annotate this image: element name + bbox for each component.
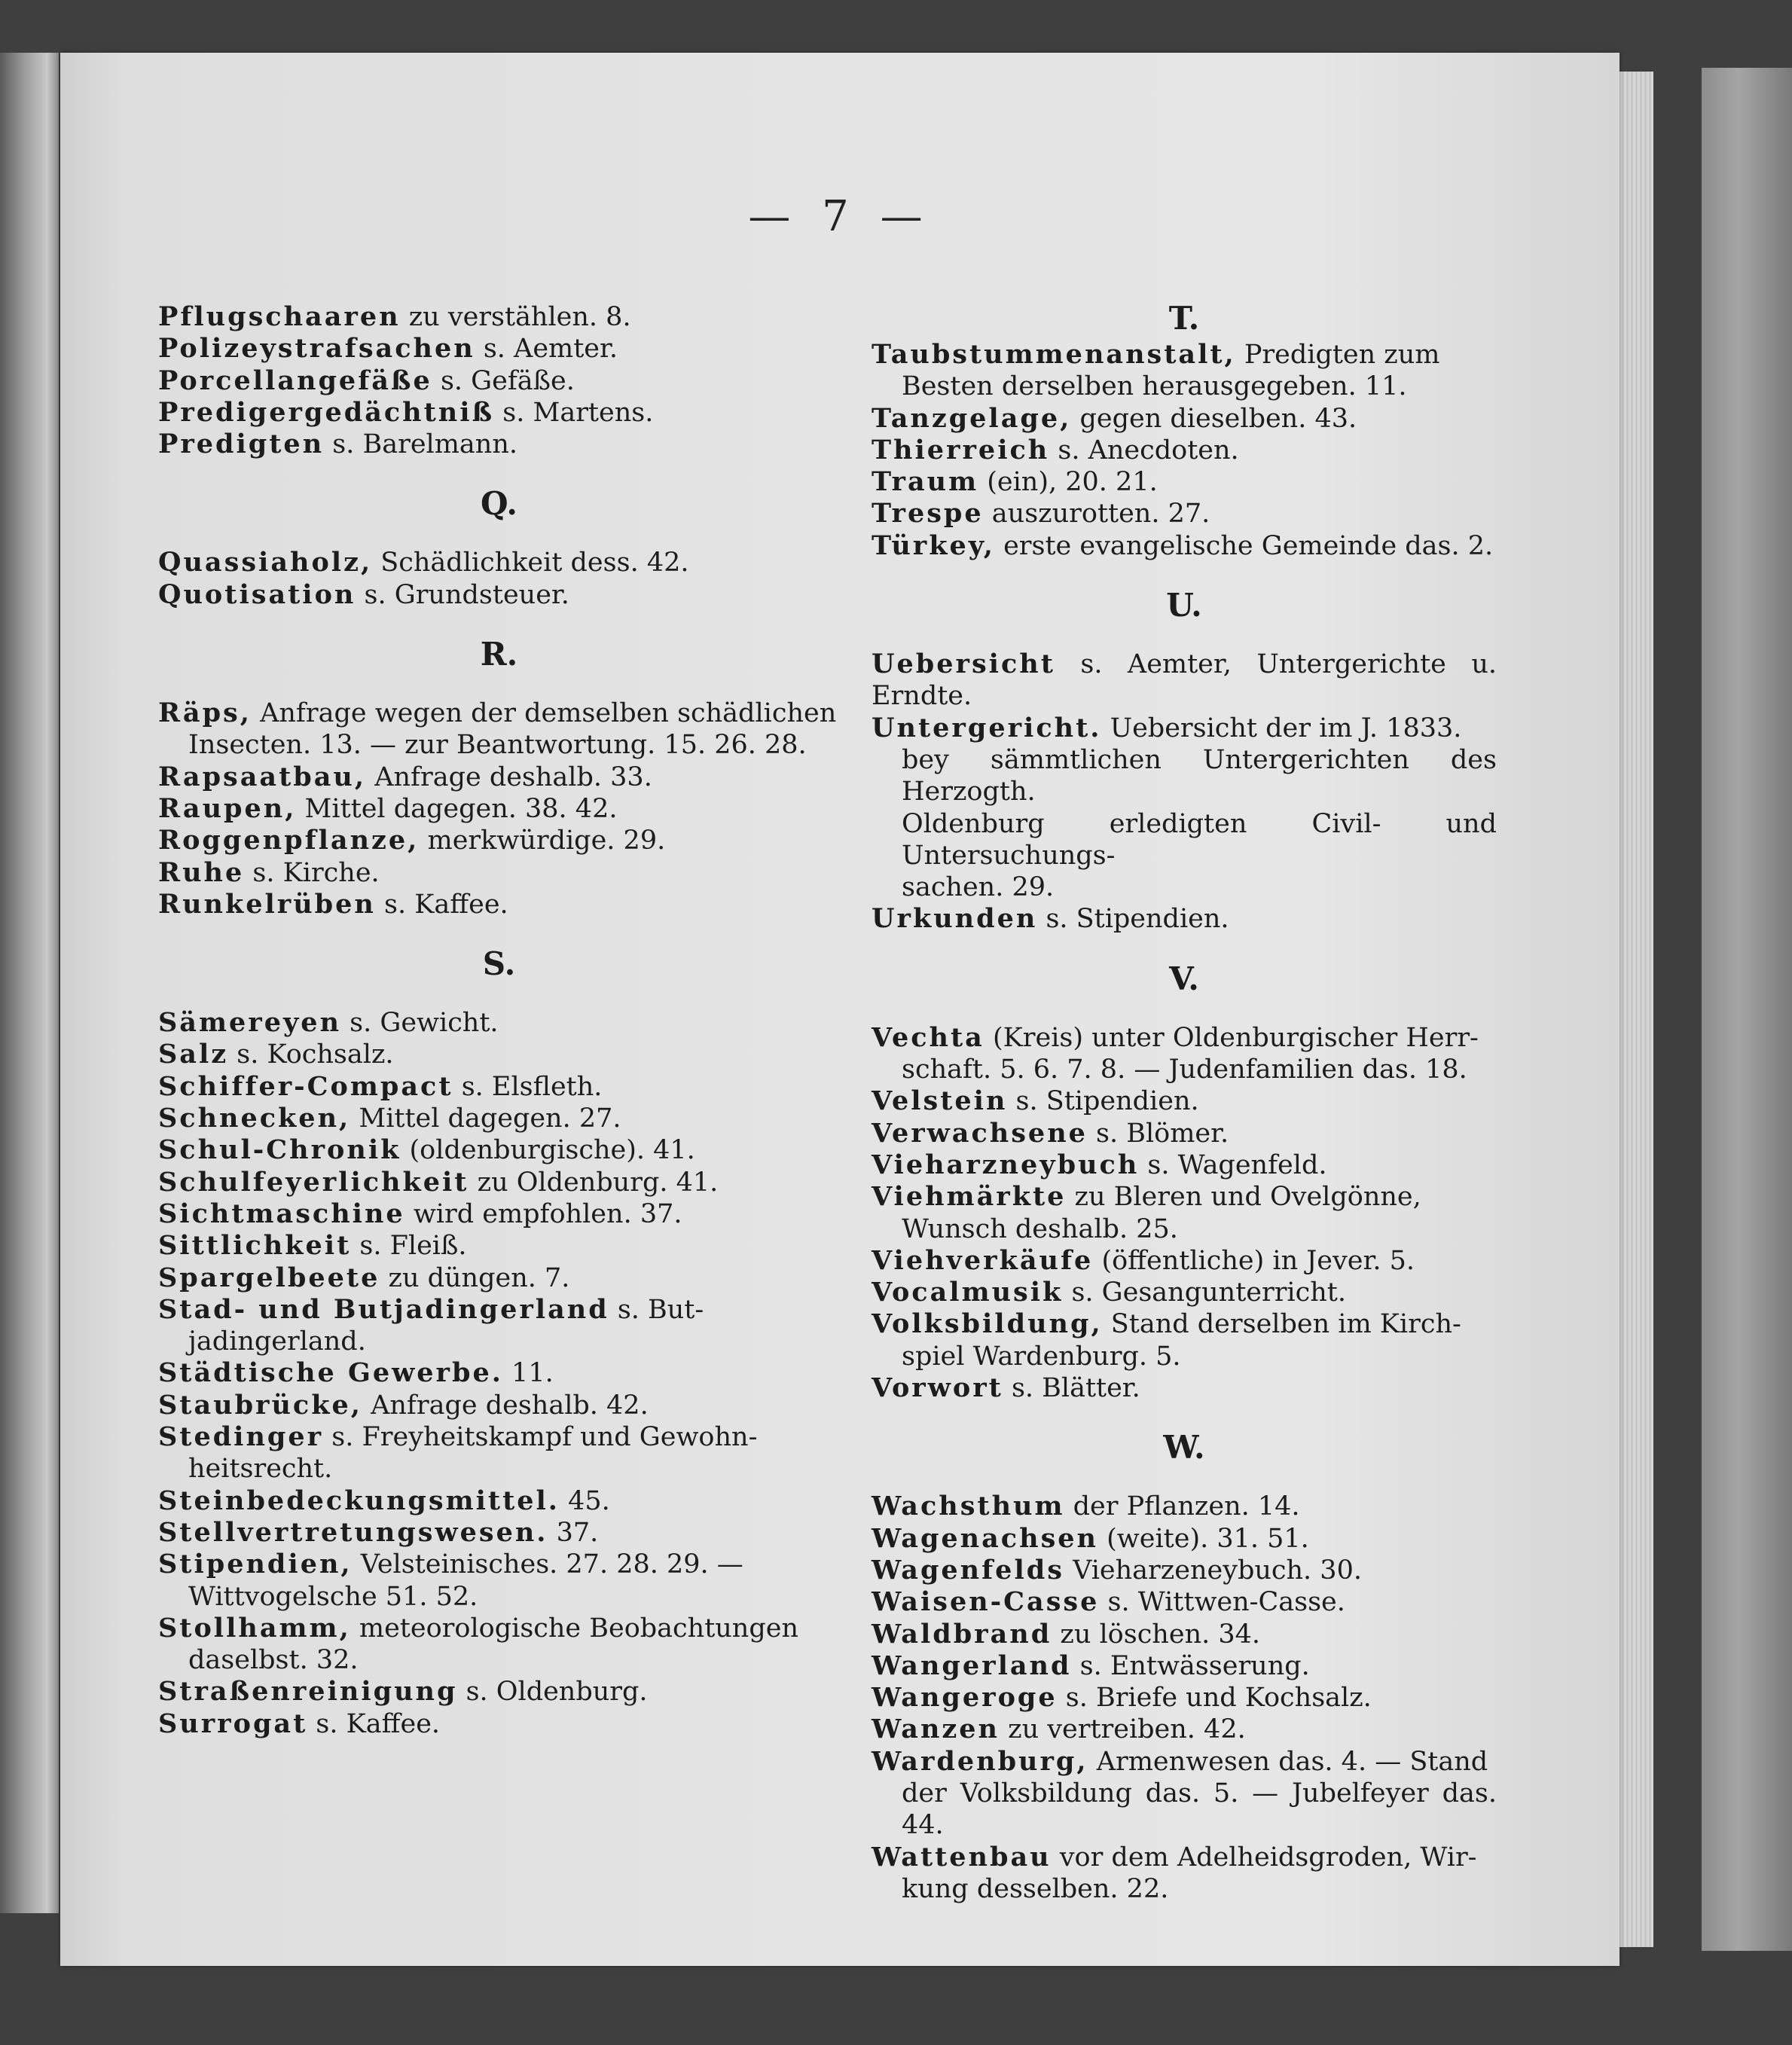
index-entry-continuation [158,1326,840,1357]
index-entry-text: s. Martens. [502,397,654,428]
index-entry-continuation [872,1341,1497,1372]
index-entry-headword: Waisen-Casse [872,1586,1100,1618]
index-entry [872,1277,1497,1308]
index-entry-text: s. Barelmann. [332,429,517,460]
index-entry [158,579,840,611]
index-entry-text: heitsrecht. [188,1454,333,1485]
index-entry-text: Wittvogelsche 51. 52. [188,1581,478,1612]
index-entry [872,403,1497,435]
index-entry-headword: Quassiaholz, [158,547,373,578]
index-entry [158,333,840,365]
index-entry-text: zu löschen. 34. [1060,1619,1261,1650]
index-entry-headword: Vieharzneybuch [872,1149,1140,1180]
index-entry [872,1555,1497,1586]
index-entry-continuation [158,1453,840,1485]
index-entry-headword: Städtische Gewerbe. [158,1357,503,1389]
index-entry-text: zu düngen. 7. [388,1262,570,1293]
index-entry-text: (oldenburgische). 41. [409,1135,695,1166]
index-entry [158,1294,840,1326]
index-entry [158,762,840,793]
index-entry-headword: Wachsthum [872,1491,1065,1522]
index-entry-continuation [158,1644,840,1676]
page-number: — 7 — [748,192,932,241]
index-entry-text: s. Aemter, Untergerichte u. Erndte. [872,649,1506,712]
index-entry [158,1708,840,1740]
index-entry [872,1682,1497,1714]
index-entry [158,1198,840,1230]
index-entry-text: zu Oldenburg. 41. [477,1167,719,1198]
index-entry-headword: Wardenburg, [872,1745,1088,1777]
index-entry-headword: Wangerland [872,1650,1072,1681]
index-entry-headword: Pflugschaaren [158,301,401,332]
index-entry-text: gegen dieselben. 43. [1079,403,1357,434]
index-entry [872,903,1497,935]
index-entry-text: Besten derselben herausgegeben. 11. [902,371,1407,402]
index-entry [158,1357,840,1389]
left-page-edge [0,53,59,1913]
index-entry [872,1650,1497,1682]
index-entry [872,1372,1497,1404]
index-entry-text: Mittel dagegen. 38. 42. [304,793,618,824]
index-entry-text: zu Bleren und Ovelgönne, [1074,1182,1421,1213]
index-entry [158,429,840,460]
index-entry [872,1491,1497,1522]
index-letter-heading: U. [1166,587,1202,624]
index-entry-text: s. Kaffee. [384,889,508,920]
index-entry-headword: Wangeroge [872,1682,1058,1714]
index-letter-heading: T. [1168,300,1200,337]
index-entry [158,1039,840,1070]
index-entry-headword: Salz [158,1039,229,1070]
index-entry-headword: Tanzgelage, [872,402,1072,434]
index-entry-headword: Rapsaatbau, [158,761,367,792]
book-cover-edge [1702,68,1792,1951]
index-entry-text: meteorologische Beobachtungen [359,1613,798,1644]
index-entry-text: 11. [511,1358,554,1389]
index-entry [158,365,840,397]
index-entry-text: auszurotten. 27. [991,499,1210,530]
index-entry-text: s. Wagenfeld. [1147,1149,1327,1180]
index-entry-text: s. Blömer. [1096,1118,1229,1149]
index-entry [158,301,840,333]
index-entry-headword: Straßenreinigung [158,1676,458,1708]
index-entry-headword: Verwachsene [872,1117,1088,1149]
index-entry-text: daselbst. 32. [188,1645,359,1676]
index-entry [872,713,1497,744]
index-entry [872,1181,1497,1213]
index-entry-text: der Pflanzen. 14. [1073,1491,1300,1522]
index-column-left [158,301,840,1740]
index-entry [872,530,1497,562]
index-entry-text: s. Gesangunterricht. [1071,1277,1346,1308]
index-entry-headword: Uebersicht [872,649,1055,680]
index-entry-text: s. Stipendien. [1015,1086,1199,1117]
index-entry [872,1085,1497,1117]
index-entry [158,1485,840,1517]
index-entry-text: (weite). 31. 51. [1107,1523,1309,1554]
index-entry [872,339,1497,371]
index-entry-text: schaft. 5. 6. 7. 8. — Judenfamilien das. 18. [902,1055,1467,1085]
index-entry [872,1586,1497,1618]
index-entry-headword: Türkey, [872,530,995,561]
index-entry-continuation [872,1213,1497,1245]
index-entry-headword: Sämereyen [158,1007,342,1039]
index-letter-heading: Q. [480,485,518,523]
index-entry-text: Anfrage wegen der demselben schädlichen [260,698,837,729]
index-entry-headword: Ruhe [158,856,245,888]
index-entry-text: Vieharzeneybuch. 30. [1073,1555,1362,1586]
index-entry-headword: Vechta [872,1021,985,1053]
index-entry-headword: Steinbedeckungsmittel. [158,1485,560,1516]
index-entry [158,1007,840,1039]
index-entry-text: s. Elsfleth. [461,1071,603,1102]
index-entry-text: s. Kaffee. [316,1708,441,1739]
index-entry-headword: Schulfeyerlichkeit [158,1166,469,1198]
page-stack-edge [1620,72,1653,1947]
index-entry-headword: Wagenfelds [872,1554,1064,1586]
index-entry-headword: Schul-Chronik [158,1134,401,1166]
index-entry-text: s. Anecdoten. [1058,435,1239,465]
index-entry-text: spiel Wardenburg. 5. [902,1341,1181,1372]
index-entry-headword: Stellvertretungswesen. [158,1516,548,1548]
index-entry-text: s. Wittwen-Casse. [1107,1587,1345,1618]
index-entry-text: Wunsch deshalb. 25. [902,1213,1178,1244]
index-entry-headword: Viehverkäufe [872,1244,1094,1276]
index-entry-text: s. Gefäße. [440,365,575,396]
index-entry-text: s. Freyheitskampf und Gewohn- [331,1422,758,1453]
index-entry-text: zu vertreiben. 42. [1008,1714,1246,1745]
index-entry [158,793,840,825]
index-entry-headword: Porcellangefäße [158,365,432,396]
index-entry-headword: Vocalmusik [872,1277,1064,1308]
index-entry-text: Oldenburg erledigten Civil- und Untersuchungs- [902,808,1506,871]
index-entry [872,1149,1497,1181]
index-entry-text: Insecten. 13. — zur Beantwortung. 15. 26. 28. [188,730,807,761]
index-entry [872,498,1497,530]
index-entry-headword: Roggenpflanze, [158,825,420,856]
index-entry [872,649,1506,713]
index-entry-headword: Staubrücke, [158,1389,362,1421]
index-entry [158,1262,840,1294]
index-entry-text: Velsteinisches. 27. 28. 29. — [360,1549,743,1580]
index-entry [158,697,840,729]
index-entry [872,1118,1497,1149]
index-entry-continuation [872,1054,1497,1085]
index-entry [872,435,1497,466]
index-entry-continuation [872,808,1506,872]
index-letter-heading: V. [1169,960,1199,997]
index-entry-text: jadingerland. [188,1326,366,1357]
index-entry-text: der Volksbildung das. 5. — Jubelfeyer das. 44. [902,1778,1506,1841]
index-entry-text: s. Oldenburg. [466,1677,648,1708]
index-entry-text: erste evangelische Gemeinde das. 2. [1003,530,1494,561]
index-entry-text: 37. [556,1517,599,1548]
index-entry-headword: Spargelbeete [158,1262,380,1293]
index-entry-text: (öffentliche) in Jever. 5. [1101,1245,1415,1276]
index-entry-headword: Sittlichkeit [158,1230,352,1262]
index-entry-continuation [872,371,1497,402]
index-entry-continuation [158,729,840,761]
index-entry-headword: Stollhamm, [158,1612,351,1644]
index-entry-headword: Predigten [158,429,325,460]
index-entry-headword: Surrogat [158,1708,308,1739]
index-entry-text: s. Aemter. [483,334,618,365]
index-entry-text: s. Stipendien. [1046,904,1229,935]
index-entry-headword: Traum [872,466,979,498]
index-entry-continuation [158,1581,840,1613]
index-entry [158,1071,840,1103]
index-entry [872,1245,1497,1277]
index-entry-headword: Sichtmaschine [158,1198,405,1229]
index-entry-text: Armenwesen das. 4. — Stand [1096,1746,1488,1777]
index-entry-text: Predigten zum [1244,340,1440,370]
index-entry [872,1714,1497,1745]
index-entry-text: (ein), 20. 21. [987,467,1158,498]
index-entry [872,1619,1497,1650]
index-entry [158,1103,840,1134]
index-entry-headword: Schiffer-Compact [158,1070,453,1102]
index-entry-text: s. Gewicht. [350,1008,499,1039]
index-entry-text: sachen. 29. [902,872,1055,903]
index-entry-headword: Raupen, [158,792,297,824]
book-page [60,53,1620,1966]
index-entry-headword: Untergericht. [872,712,1102,743]
index-entry [872,466,1497,498]
index-entry-text: s. Kochsalz. [237,1039,394,1070]
index-entry [872,1746,1497,1778]
index-entry [158,857,840,889]
index-entry-text: zu verstählen. 8. [408,302,631,332]
index-entry-headword: Räps, [158,697,252,729]
index-column-right [872,300,1506,1905]
index-entry [158,1230,840,1262]
index-entry-text: s. Fleiß. [359,1231,467,1262]
index-entry-headword: Quotisation [158,578,356,610]
index-entry-headword: Volksbildung, [872,1308,1103,1340]
index-entry-headword: Predigergedächtniß [158,396,495,428]
index-entry-headword: Viehmärkte [872,1181,1067,1213]
index-entry-headword: Taubstummenanstalt, [872,339,1236,370]
index-entry-headword: Vorwort [872,1372,1003,1404]
index-entry-continuation [872,1778,1506,1842]
index-entry [158,397,840,429]
index-entry-text: Anfrage deshalb. 33. [374,762,652,792]
index-entry-headword: Urkunden [872,903,1038,935]
index-entry-text: bey sämmtlichen Untergerichten des Herzogth. [902,744,1506,807]
index-entry-text: vor dem Adelheidsgroden, Wir- [1059,1842,1477,1873]
index-entry [158,825,840,856]
index-entry-text: Stand derselben im Kirch- [1110,1309,1461,1340]
index-entry [872,1022,1497,1054]
index-entry-text: Uebersicht der im J. 1833. [1110,713,1462,743]
index-entry-text: kung desselben. 22. [902,1873,1169,1904]
index-entry [158,1167,840,1198]
index-entry-headword: Trespe [872,498,984,530]
index-entry-headword: Wagenachsen [872,1522,1098,1554]
index-entry-headword: Wattenbau [872,1841,1052,1873]
index-entry [158,1134,840,1166]
index-entry-headword: Thierreich [872,434,1050,465]
index-entry [158,1549,840,1580]
index-entry [158,1517,840,1549]
index-letter-heading: S. [482,945,516,983]
index-entry-text: s. Kirche. [252,857,380,888]
index-entry-text: Mittel dagegen. 27. [359,1103,621,1134]
index-entry-headword: Runkelrüben [158,888,376,920]
index-entry-headword: Stedinger [158,1421,324,1453]
index-entry-headword: Stad- und Butjadingerland [158,1293,609,1325]
index-entry-text: Schädlichkeit dess. 42. [380,548,689,578]
index-letter-heading: R. [480,636,518,673]
index-entry-continuation [872,1873,1497,1905]
index-letter-heading: W. [1163,1429,1205,1467]
index-entry-text: s. Blätter. [1011,1373,1140,1404]
index-entry-text: 45. [568,1485,610,1516]
index-entry [158,1676,840,1708]
index-entry-headword: Stipendien, [158,1549,353,1580]
index-entry-text: s. Briefe und Kochsalz. [1065,1683,1372,1714]
index-entry-continuation [872,871,1497,903]
index-entry [872,1842,1497,1873]
index-entry [158,547,840,578]
index-entry [158,1613,840,1644]
index-entry-continuation [872,744,1506,808]
index-entry [158,1421,840,1453]
index-entry-text: merkwürdige. 29. [427,826,666,856]
index-entry-text: s. But- [617,1294,704,1325]
index-entry-text: Anfrage deshalb. 42. [371,1390,649,1421]
index-entry-headword: Velstein [872,1085,1008,1117]
index-entry [872,1308,1497,1340]
index-entry-text: (Kreis) unter Oldenburgischer Herr- [992,1022,1479,1053]
index-entry-text: s. Entwässerung. [1079,1650,1310,1681]
index-entry-headword: Polizeystrafsachen [158,333,475,365]
index-entry [872,1523,1497,1555]
index-entry [158,1390,840,1421]
index-entry-text: wird empfohlen. 37. [413,1198,682,1229]
index-entry-headword: Schnecken, [158,1103,351,1134]
index-entry-headword: Waldbrand [872,1618,1052,1650]
index-entry-text: s. Grundsteuer. [364,579,569,610]
index-entry [158,889,840,920]
index-entry-headword: Wanzen [872,1714,1000,1745]
